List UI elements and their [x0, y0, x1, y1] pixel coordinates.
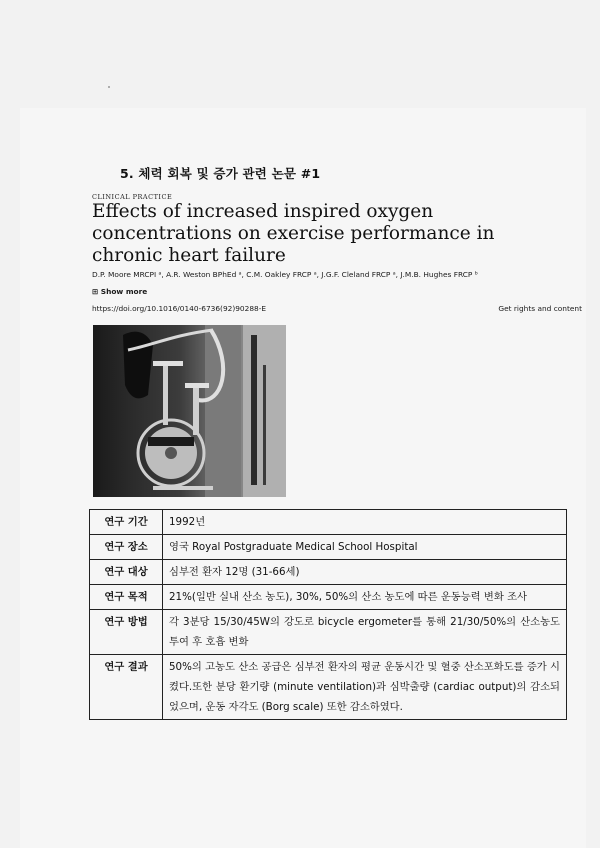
article-authors: D.P. Moore MRCPI ᵃ, A.R. Weston BPhEd ᵃ, C.M. Oakley FRCP ᵃ, J.G.F. Cleland FRCP ᵃ, J.M.B. Hughes FRCP ᵇ [92, 270, 478, 279]
article-title: Effects of increased inspired oxygen concentrations on exercise performance in chronic heart failure [92, 201, 495, 266]
row-value: 1992년 [163, 510, 567, 535]
row-label: 연구 기간 [90, 510, 163, 535]
doi-link[interactable]: https://doi.org/10.1016/0140-6736(92)90288-E [92, 304, 267, 313]
table-row [90, 655, 567, 720]
row-label: 연구 장소 [90, 535, 163, 560]
row-value: 21%(일반 실내 산소 농도), 30%, 50%의 산소 농도에 따른 운동능력 변화 조사 [163, 585, 567, 610]
row-label: 연구 결과 [90, 655, 163, 720]
table-row [90, 560, 567, 585]
row-value: 영국 Royal Postgraduate Medical School Hospital [163, 535, 567, 560]
scan-speck [108, 86, 110, 88]
row-value: 50%의 고농도 산소 공급은 심부전 환자의 평균 운동시간 및 혈중 산소포화도를 증가 시켰다.또한 분당 환기량 (minute ventilation)과 심박출량 (cardiac output)의 감소되었으며, 운동 자각도 (Borg scale) 또한 감소하였다. [163, 655, 567, 720]
table-row [90, 585, 567, 610]
study-summary-table [89, 509, 567, 720]
table-row [90, 510, 567, 535]
article-clipping [92, 190, 582, 320]
section-heading: 5. 체력 회복 및 증가 관련 논문 #1 [120, 166, 321, 181]
exercise-bike-photo [93, 325, 286, 497]
article-category: CLINICAL PRACTICE [92, 193, 173, 201]
row-label: 연구 대상 [90, 560, 163, 585]
row-value: 각 3분당 15/30/45W의 강도로 bicycle ergometer를 통해 21/30/50%의 산소농도 투여 후 호흡 변화 [163, 610, 567, 655]
table-row [90, 535, 567, 560]
row-value: 심부전 환자 12명 (31-66세) [163, 560, 567, 585]
table-row [90, 610, 567, 655]
show-more-link[interactable]: ⊞ Show more [92, 287, 148, 296]
row-label: 연구 목적 [90, 585, 163, 610]
bicycle-ergometer-illustration [93, 325, 286, 497]
row-label: 연구 방법 [90, 610, 163, 655]
rights-link[interactable]: Get rights and content [498, 304, 582, 313]
